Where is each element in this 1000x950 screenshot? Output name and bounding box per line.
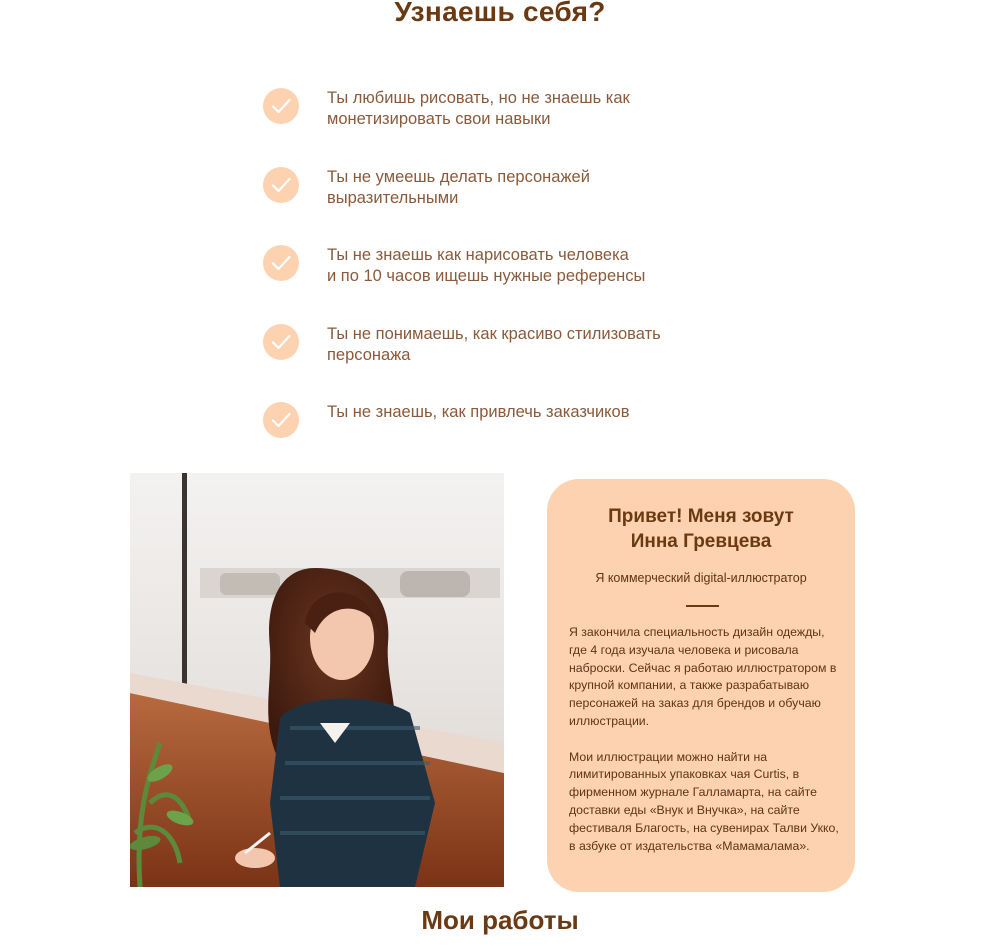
divider [686,605,719,607]
list-item-text: Ты любишь рисовать, но не знаешь как монетизировать свои навыки [327,89,630,128]
list-item [263,243,743,322]
section-title: Узнаешь себя? [394,0,606,27]
about-title: Привет! Меня зовут Инна Гревцева [608,506,794,552]
checklist [263,86,743,479]
list-item-text: Ты не знаешь, как привлечь заказчиков [327,403,630,421]
list-item [263,165,743,244]
list-item-text: Ты не знаешь как нарисовать человека и по 10 часов ищешь нужные референсы [327,246,646,285]
check-icon [263,167,299,203]
list-item [263,86,743,165]
check-icon [263,402,299,438]
check-icon [263,88,299,124]
list-item [263,322,743,401]
list-item-text: Ты не умеешь делать персонажей выразительными [327,167,590,207]
about-subtitle: Я коммерческий digital-иллюстратор [595,571,807,585]
about-card [547,479,855,892]
author-photo [130,473,504,887]
list-item [263,400,743,479]
works-title: Мои работы [421,905,579,935]
list-item-text: Ты не понимаешь, как красиво стилизовать персонажа [327,324,661,364]
check-icon [263,324,299,360]
check-icon [263,245,299,281]
about-body: Я закончила специальность дизайн одежды, где 4 года изучала человека и рисовала наброски. Сейчас я работаю иллюстратором в крупной компании, а также разрабатываю персонажей на заказ для брендов и обучаю иллюстрации. Мои иллюстрации можно найти на лимитированных упаковках чая Curtis, в фирменном журнале Галламарта, на сайте доставки еды «Внук и Внучка», на сайте фестиваля Благость, на сувенирах Талви Укко, в азбуке от издательства «Мамамалама». [569,625,839,853]
